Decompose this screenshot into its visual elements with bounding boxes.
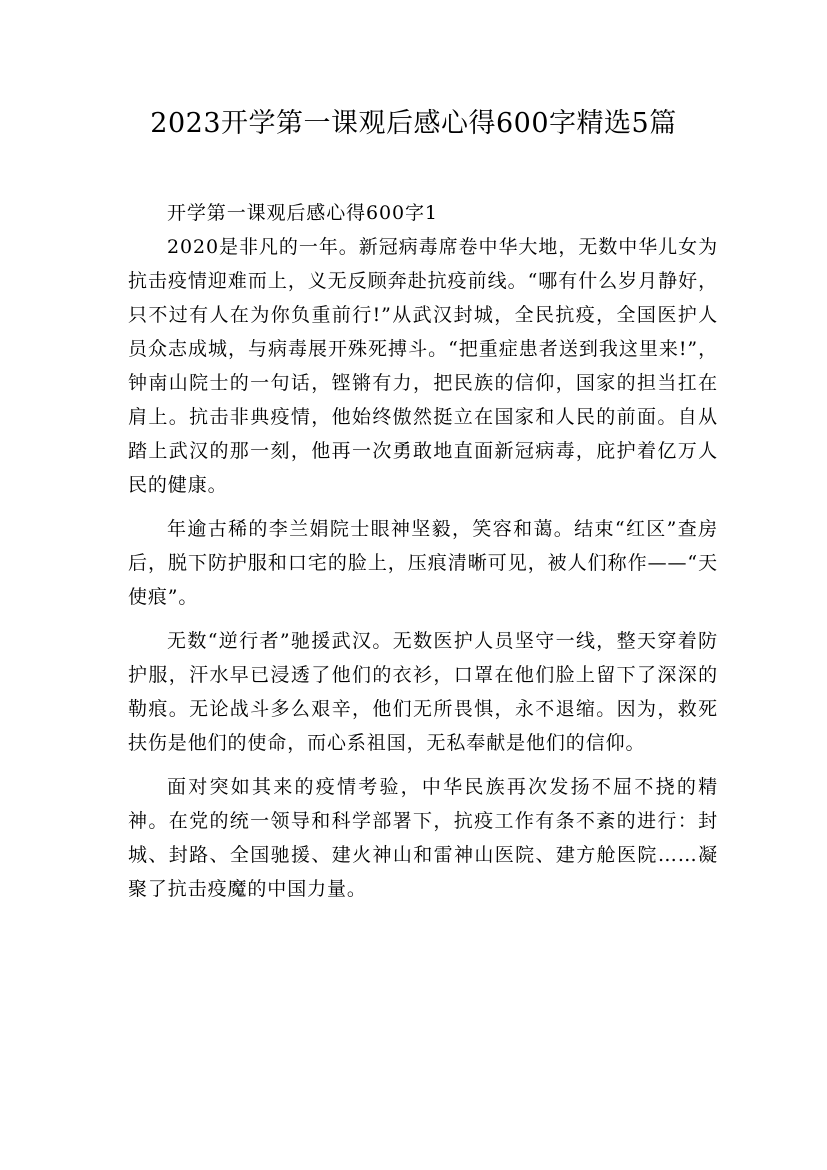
paragraph-2: 年逾古稀的李兰娟院士眼神坚毅，笑容和蔼。结束“红区”查房后，脱下防护服和口宅的脸上，压痕清晰可见，被人们称作——“天使痕”。 bbox=[128, 518, 718, 608]
paragraph-3: 无数“逆行者”驰援武汉。无数医护人员坚守一线，整天穿着防护服，汗水早已浸透了他们的衣衫，口罩在他们脸上留下了深深的勒痕。无论战斗多么艰辛，他们无所畏惧，永不退缩。因为，救死扶伤是他们的使命，而心系祖国，无私奉献是他们的信仰。 bbox=[128, 630, 718, 754]
paragraph-4: 面对突如其来的疫情考验，中华民族再次发扬不屈不挠的精神。在党的统一领导和科学部署下，抗疫工作有条不紊的进行：封城、封路、全国驰援、建火神山和雷神山医院、建方舱医院……凝聚了抗击疫魔的中国力量。 bbox=[128, 776, 718, 900]
paragraph-1: 2020是非凡的一年。新冠病毒席卷中华大地，无数中华儿女为抗击疫情迎难而上，义无反顾奔赴抗疫前线。“哪有什么岁月静好，只不过有人在为你负重前行!”从武汉封城，全民抗疫，全国医护人员众志成城，与病毒展开殊死搏斗。“把重症患者送到我这里来!”，钟南山院士的一句话，铿锵有力，把民族的信仰，国家的担当扛在肩上。抗击非典疫情，他始终傲然挺立在国家和人民的前面。自从踏上武汉的那一刻，他再一次勇敢地直面新冠病毒，庇护着亿万人民的健康。 bbox=[128, 236, 718, 496]
section-heading: 开学第一课观后感心得600字1 bbox=[167, 202, 438, 224]
document-title: 2023开学第一课观后感心得600字精选5篇 bbox=[150, 108, 677, 139]
document-body bbox=[128, 196, 718, 916]
